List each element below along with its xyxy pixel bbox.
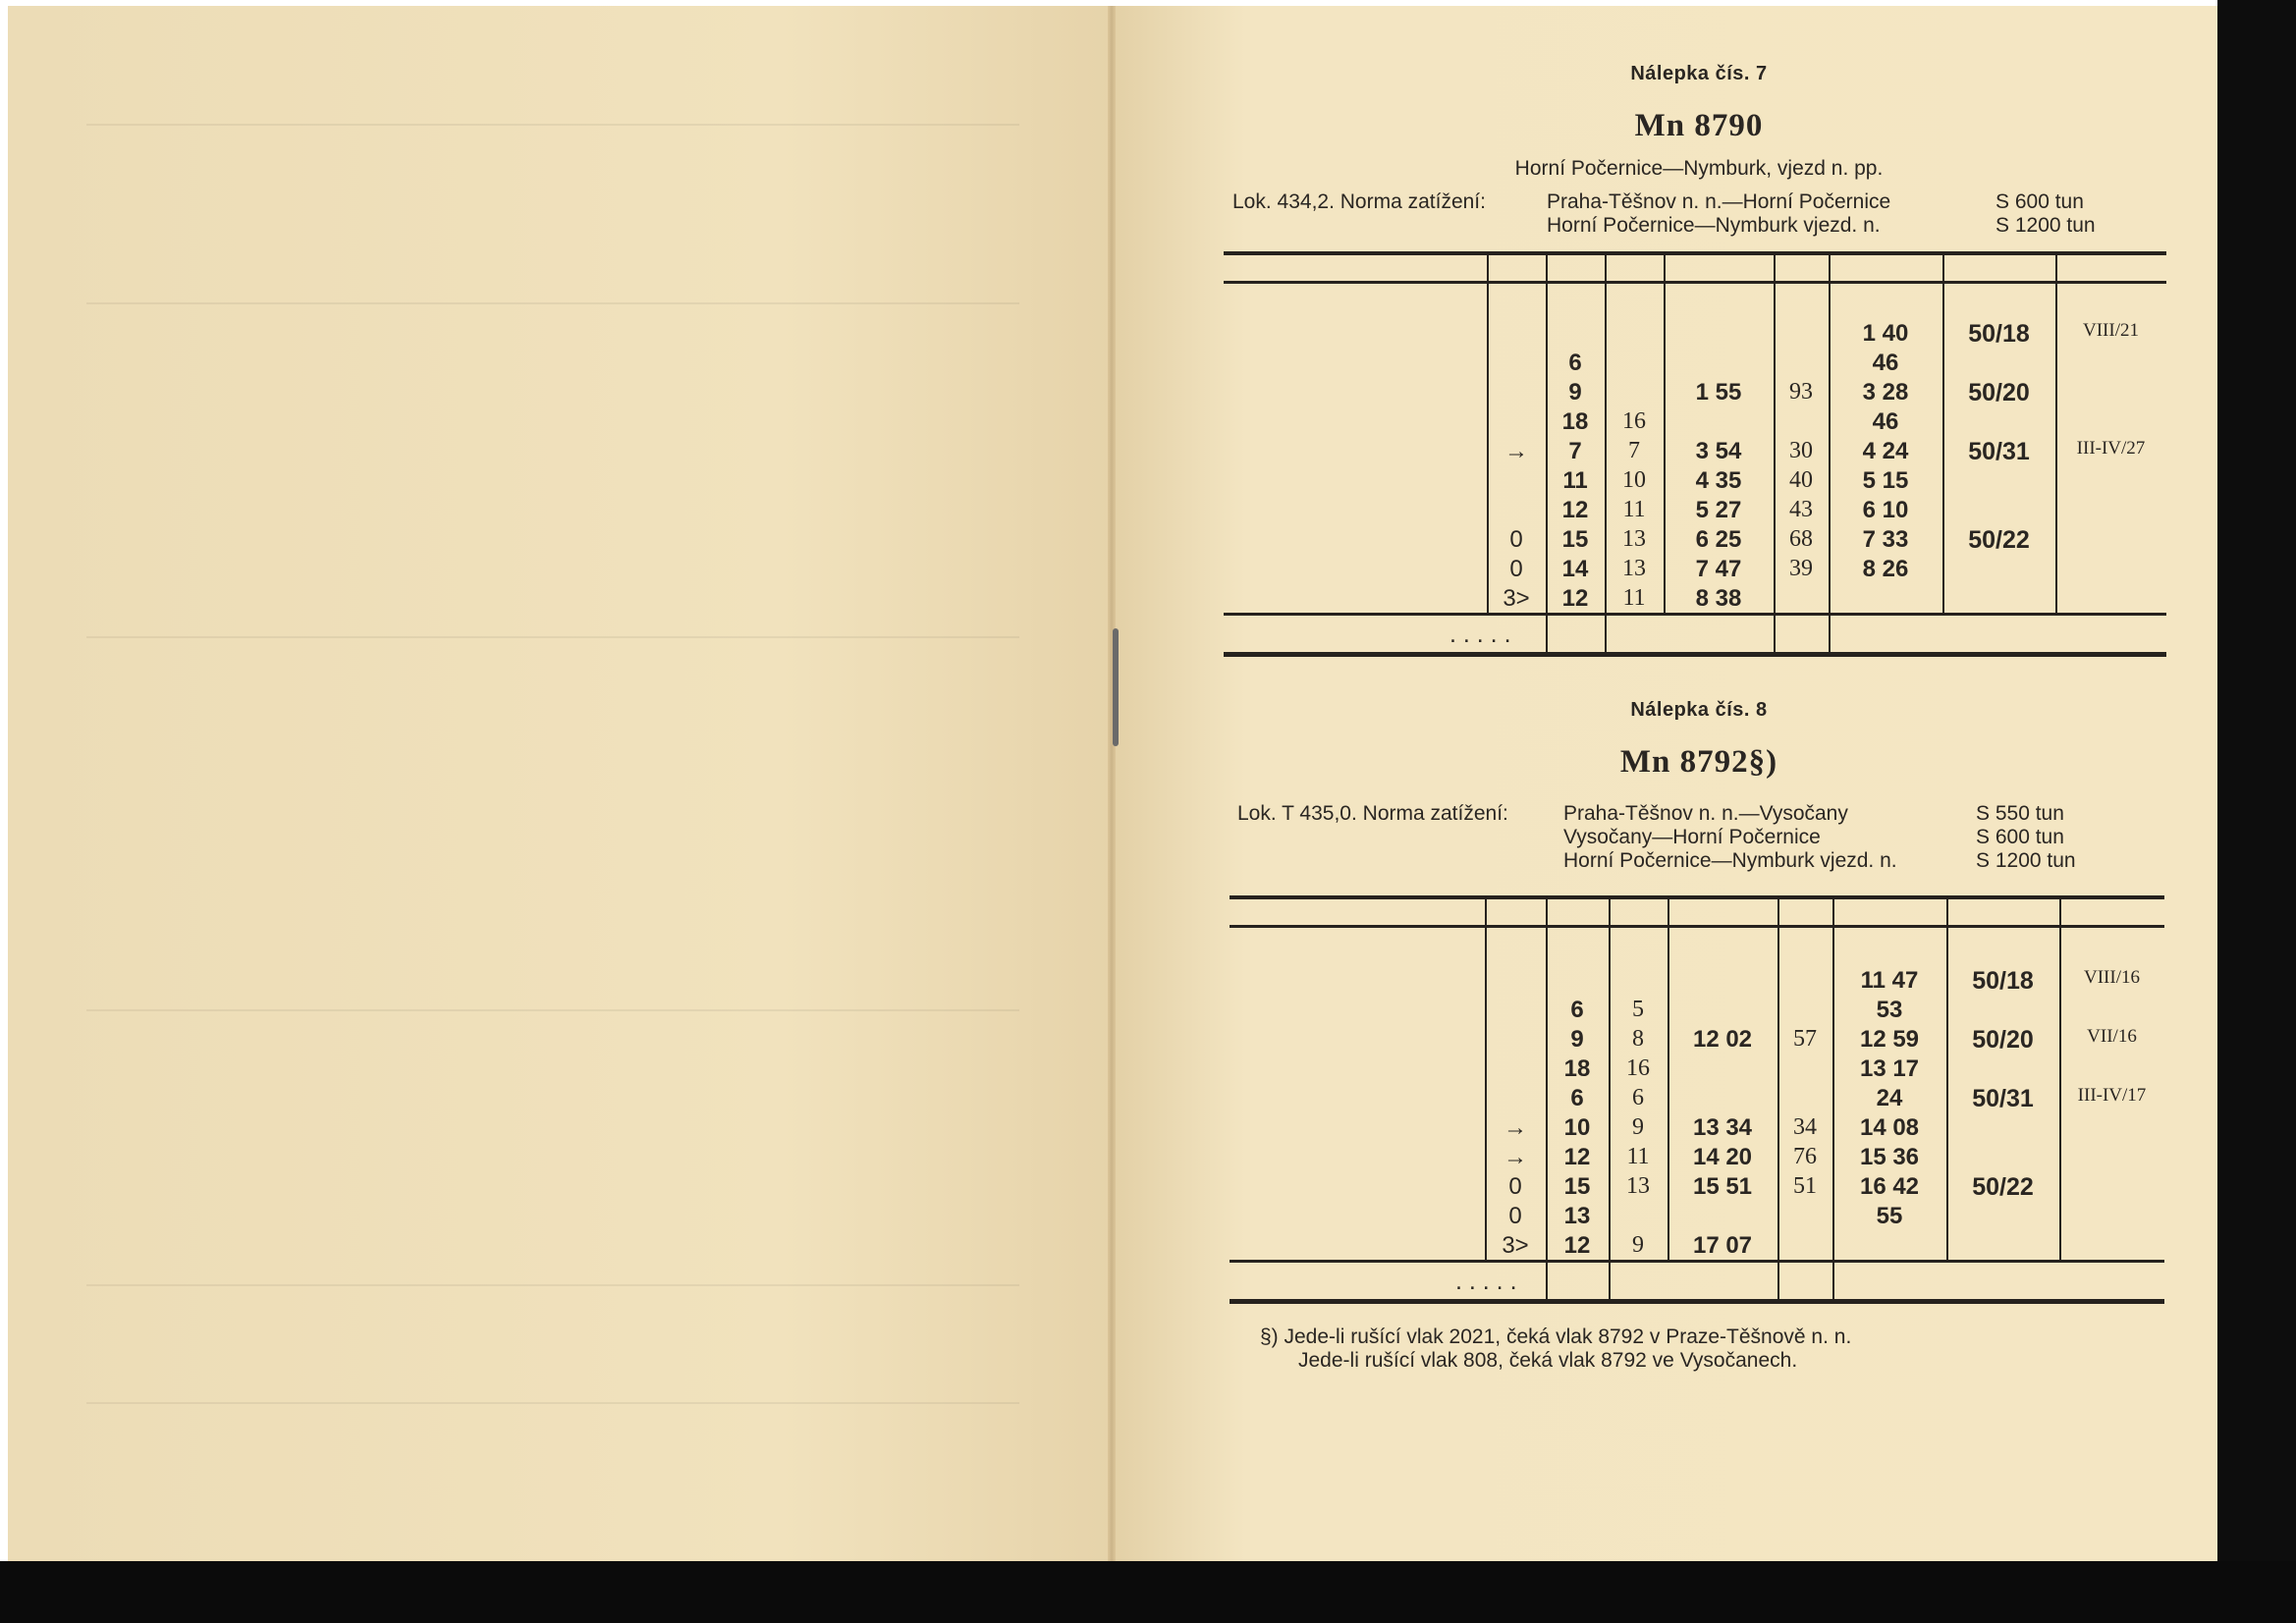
running-time: 14 — [1561, 556, 1589, 582]
running-time: 13 — [1563, 1203, 1591, 1229]
total-top-rule — [1224, 613, 2166, 616]
column-rule — [1777, 899, 1779, 1260]
arrival-mark: 0 — [1508, 1203, 1522, 1229]
distance: 51 — [1793, 1173, 1817, 1199]
dwell-time: 9 — [1632, 1232, 1644, 1258]
load-code: 50/18 — [1972, 967, 2034, 995]
total-bottom-rule — [1230, 1299, 2164, 1304]
total-rule — [1832, 1260, 1834, 1299]
dwell-time: 7 — [1628, 438, 1640, 463]
arrival-mark: → — [1504, 438, 1528, 464]
total-rule — [1609, 1260, 1611, 1299]
norm-load: S 600 tun — [1995, 190, 2084, 213]
arrival-time: 55 — [1876, 1203, 1903, 1229]
distance: 30 — [1789, 438, 1813, 463]
arrival-mark: 0 — [1509, 526, 1523, 553]
distance: 57 — [1793, 1026, 1817, 1052]
footnote: §) Jede-li rušící vlak 2021, čeká vlak 8792 v Praze-Těšnově n. n. — [1260, 1325, 1852, 1348]
departure-time: 5 27 — [1695, 497, 1742, 523]
dwell-time: 16 — [1626, 1055, 1650, 1081]
bleed-through — [86, 124, 1019, 1404]
section-code: VIII/16 — [2084, 967, 2140, 988]
dwell-time: 11 — [1622, 497, 1646, 522]
norm-load: S 1200 tun — [1976, 849, 2076, 872]
section-code: VIII/21 — [2083, 320, 2139, 341]
load-code: 50/22 — [1968, 526, 2030, 554]
table-top-rule — [1224, 251, 2166, 255]
arrival-time: 7 33 — [1862, 526, 1909, 553]
arrival-time: 15 36 — [1859, 1144, 1920, 1170]
load-code: 50/20 — [1972, 1026, 2034, 1054]
total-bottom-rule — [1224, 652, 2166, 657]
arrival-mark: 0 — [1509, 556, 1523, 582]
column-rule — [1946, 899, 1948, 1260]
load-code: 50/20 — [1968, 379, 2030, 406]
total-dots: . . . . . — [1455, 1268, 1517, 1295]
arrival-time: 1 40 — [1862, 320, 1909, 347]
loco-norm-label: Lok. T 435,0. Norma zatížení: — [1237, 802, 1508, 825]
staple — [1113, 628, 1119, 746]
arrival-time: 13 17 — [1859, 1055, 1920, 1082]
arrival-mark: 0 — [1508, 1173, 1522, 1200]
departure-time: 7 47 — [1695, 556, 1742, 582]
dwell-time: 13 — [1626, 1173, 1650, 1199]
norm-load: S 600 tun — [1976, 826, 2064, 848]
arrival-time: 14 08 — [1859, 1114, 1920, 1141]
dwell-time: 10 — [1622, 467, 1646, 493]
load-code: 50/31 — [1972, 1085, 2034, 1112]
running-time: 7 — [1568, 438, 1582, 464]
sticker-label: Nálepka čís. 7 — [1630, 63, 1768, 84]
train-number: Mn 8790 — [1634, 108, 1764, 143]
arrival-mark: → — [1503, 1114, 1527, 1141]
running-time: 18 — [1563, 1055, 1591, 1082]
norm-load: S 550 tun — [1976, 802, 2064, 825]
dwell-time: 11 — [1626, 1144, 1650, 1169]
running-time: 12 — [1563, 1232, 1591, 1259]
distance: 68 — [1789, 526, 1813, 552]
distance: 76 — [1793, 1144, 1817, 1169]
norm-route: Praha-Těšnov n. n.—Horní Počernice — [1547, 190, 1891, 213]
section-code: VII/16 — [2087, 1026, 2137, 1047]
dwell-time: 5 — [1632, 997, 1644, 1022]
dwell-time: 11 — [1622, 585, 1646, 611]
train-number: Mn 8792§) — [1619, 744, 1778, 780]
arrival-mark: 3> — [1502, 1232, 1529, 1259]
departure-time: 12 02 — [1692, 1026, 1753, 1053]
departure-time: 17 07 — [1692, 1232, 1753, 1259]
sticker-label: Nálepka čís. 8 — [1630, 699, 1768, 721]
distance: 43 — [1789, 497, 1813, 522]
running-time: 6 — [1570, 1085, 1584, 1111]
arrival-time: 46 — [1872, 350, 1899, 376]
arrival-time: 46 — [1872, 408, 1899, 435]
norm-route: Praha-Těšnov n. n.—Vysočany — [1563, 802, 1848, 825]
header-bottom-rule — [1224, 281, 2166, 284]
arrival-time: 24 — [1876, 1085, 1903, 1111]
arrival-time: 4 24 — [1862, 438, 1909, 464]
running-time: 12 — [1561, 585, 1589, 612]
norm-route: Horní Počernice—Nymburk vjezd. n. — [1563, 849, 1897, 872]
header-bottom-rule — [1230, 925, 2164, 928]
distance: 40 — [1789, 467, 1813, 493]
distance: 39 — [1789, 556, 1813, 581]
arrival-time: 11 47 — [1860, 967, 1919, 994]
departure-time: 3 54 — [1695, 438, 1742, 464]
loco-norm-label: Lok. 434,2. Norma zatížení: — [1232, 190, 1486, 213]
scan-border-bottom — [0, 1561, 2296, 1623]
total-rule — [1546, 1260, 1548, 1299]
arrival-mark: 3> — [1503, 585, 1530, 612]
arrival-time: 12 59 — [1859, 1026, 1920, 1053]
total-dots: . . . . . — [1449, 621, 1511, 648]
arrival-time: 6 10 — [1862, 497, 1909, 523]
arrival-time: 53 — [1876, 997, 1903, 1023]
running-time: 11 — [1562, 467, 1588, 494]
dwell-time: 13 — [1622, 556, 1646, 581]
dwell-time: 13 — [1622, 526, 1646, 552]
arrival-time: 5 15 — [1862, 467, 1909, 494]
running-time: 6 — [1570, 997, 1584, 1023]
running-time: 6 — [1568, 350, 1582, 376]
running-time: 12 — [1563, 1144, 1591, 1170]
departure-time: 4 35 — [1695, 467, 1742, 494]
total-rule — [1605, 613, 1607, 652]
dwell-time: 8 — [1632, 1026, 1644, 1052]
arrival-time: 8 26 — [1862, 556, 1909, 582]
arrival-time: 3 28 — [1862, 379, 1909, 406]
running-time: 18 — [1561, 408, 1589, 435]
book-spine — [1108, 6, 1116, 1561]
norm-route: Horní Počernice—Nymburk vjezd. n. — [1547, 214, 1881, 237]
running-time: 9 — [1568, 379, 1582, 406]
total-rule — [1774, 613, 1776, 652]
departure-time: 15 51 — [1692, 1173, 1753, 1200]
total-rule — [1777, 1260, 1779, 1299]
departure-time: 1 55 — [1695, 379, 1742, 406]
running-time: 12 — [1561, 497, 1589, 523]
departure-time: 6 25 — [1695, 526, 1742, 553]
column-rule — [2059, 899, 2061, 1260]
section-code: III-IV/17 — [2077, 1085, 2147, 1106]
running-time: 15 — [1561, 526, 1589, 553]
dwell-time: 16 — [1622, 408, 1646, 434]
footnote: Jede-li rušící vlak 808, čeká vlak 8792 ve Vysočanech. — [1298, 1349, 1798, 1372]
scan-border-right — [2217, 0, 2296, 1623]
running-time: 15 — [1563, 1173, 1591, 1200]
column-rule — [1942, 255, 1944, 613]
distance: 93 — [1789, 379, 1813, 405]
section-code: III-IV/27 — [2076, 438, 2146, 459]
arrival-time: 16 42 — [1859, 1173, 1920, 1200]
route-title: Horní Počernice—Nymburk, vjezd n. pp. — [1514, 157, 1884, 180]
distance: 34 — [1793, 1114, 1817, 1140]
dwell-time: 9 — [1632, 1114, 1644, 1140]
load-code: 50/22 — [1972, 1173, 2034, 1201]
norm-load: S 1200 tun — [1995, 214, 2096, 237]
load-code: 50/31 — [1968, 438, 2030, 465]
dwell-time: 6 — [1632, 1085, 1644, 1110]
total-top-rule — [1230, 1260, 2164, 1263]
total-rule — [1546, 613, 1548, 652]
norm-route: Vysočany—Horní Počernice — [1563, 826, 1821, 848]
arrival-mark: → — [1503, 1144, 1527, 1170]
table-top-rule — [1230, 895, 2164, 899]
departure-time: 8 38 — [1695, 585, 1742, 612]
column-rule — [2055, 255, 2057, 613]
running-time: 9 — [1570, 1026, 1584, 1053]
departure-time: 13 34 — [1692, 1114, 1753, 1141]
departure-time: 14 20 — [1692, 1144, 1753, 1170]
load-code: 50/18 — [1968, 320, 2030, 348]
column-rule — [1667, 899, 1669, 1260]
running-time: 10 — [1563, 1114, 1591, 1141]
left-page — [8, 6, 1113, 1561]
total-rule — [1829, 613, 1831, 652]
